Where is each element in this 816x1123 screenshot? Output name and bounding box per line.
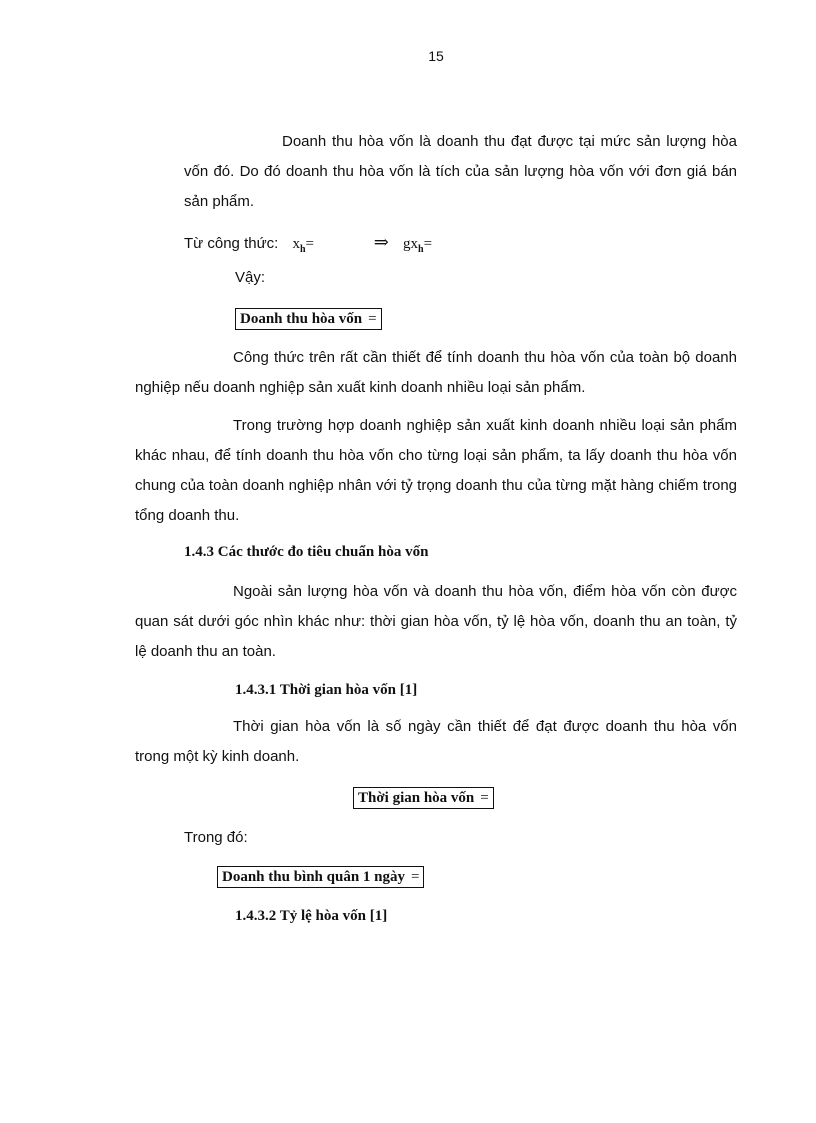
formula-box-equals: =	[368, 311, 377, 327]
formula-box-breakeven-revenue	[235, 308, 382, 330]
heading-1-4-3-1: 1.4.3.1 Thời gian hòa vốn [1]	[235, 682, 418, 698]
formula-line	[184, 232, 432, 253]
heading-1-4-3-2: 1.4.3.2 Tỷ lệ hòa vốn [1]	[235, 908, 388, 924]
formula-box-daily-revenue	[217, 866, 424, 888]
heading-1-4-3: 1.4.3 Các thước đo tiêu chuẩn hòa vốn	[184, 544, 429, 560]
paragraph-formula-importance: Công thức trên rất cần thiết để tính doanh thu hòa vốn của toàn bộ doanh nghiệp nếu doanh nghiệp sản xuất kinh doanh nhiều loại sản phẩm.	[135, 349, 737, 396]
formula-box-label: Doanh thu hòa vốn	[240, 311, 363, 327]
paragraph-breakeven-measures: Ngoài sản lượng hòa vốn và doanh thu hòa vốn, điểm hòa vốn còn được quan sát dưới góc nhìn khác như: thời gian hòa vốn, tỷ lệ hòa vốn, doanh thu an toàn, tỷ lệ doanh thu an toàn.	[135, 583, 737, 660]
paragraph-multi-product: Trong trường hợp doanh nghiệp sản xuất kinh doanh nhiều loại sản phẩm khác nhau, để tính doanh thu hòa vốn cho từng loại sản phẩm, ta lấy doanh thu hòa vốn chung của toàn doanh nghiệp nhân với tỷ trọng doanh thu của từng mặt hàng chiếm trong tổng doanh thu.	[135, 417, 737, 524]
vay-label: Vậy:	[235, 269, 266, 286]
formula-box-label: Thời gian hòa vốn	[358, 790, 475, 806]
paragraph-breakeven-time-definition: Thời gian hòa vốn là số ngày cần thiết để đạt được doanh thu hòa vốn trong một kỳ kinh doanh.	[135, 718, 737, 765]
paragraph-breakeven-revenue-definition: Doanh thu hòa vốn là doanh thu đạt được tại mức sản lượng hòa vốn đó. Do đó doanh thu hòa vốn là tích của sản lượng hòa vốn với đơn giá bán sản phẩm.	[184, 133, 737, 210]
implies-arrow: ⇒	[373, 232, 389, 252]
formula-xh: $x_h=$	[292, 236, 314, 255]
formula-box-equals: =	[411, 869, 420, 885]
formula-prefix: Từ công thức:	[184, 235, 279, 252]
formula-box-equals: =	[480, 790, 489, 806]
formula-box-label: Doanh thu bình quân 1 ngày	[222, 869, 406, 885]
page-number: 15	[428, 48, 444, 64]
trong-do-label: Trong đó:	[184, 829, 248, 846]
formula-gxh: $gx_h=$	[403, 236, 433, 255]
formula-box-breakeven-time	[353, 787, 494, 809]
